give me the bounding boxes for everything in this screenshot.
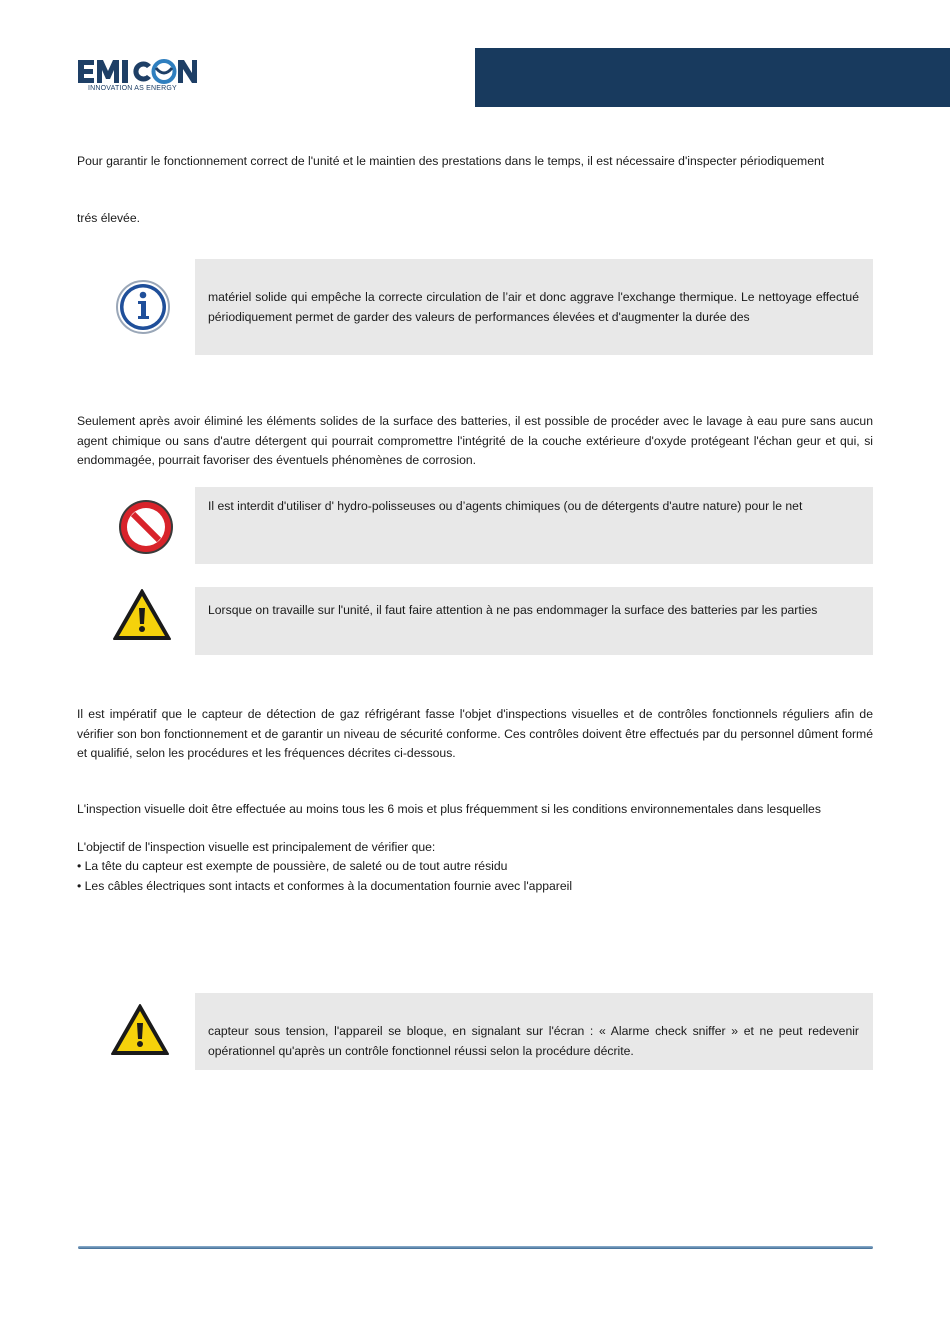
info-note-text: matériel solide qui empêche la correcte circulation de l’air et donc aggrave l'exchange thermique. Le nettoyage effectué périodiquement permet de garder des valeurs de performances élevées et d'augmenter la durée des bbox=[208, 290, 859, 324]
prohibition-note-box bbox=[195, 487, 873, 564]
warning-note-box-2 bbox=[195, 993, 873, 1070]
objective-intro: L'objectif de l'inspection visuelle est principalement de vérifier que: bbox=[77, 840, 436, 854]
intro-line-2: trés élevée. bbox=[77, 211, 141, 225]
list-item: • Les câbles électriques sont intacts et conformes à la documentation fournie avec l'appareil bbox=[77, 878, 573, 893]
footer-divider bbox=[78, 1246, 873, 1249]
list-item: • La tête du capteur est exempte de poussière, de saleté ou de tout autre résidu bbox=[77, 859, 508, 873]
header-band bbox=[475, 48, 950, 107]
warning-note-text-1: Lorsque on travaille sur l'unité, il faut faire attention à ne pas endommager la surface des batteries par les parties bbox=[208, 603, 818, 617]
info-note-box bbox=[195, 259, 873, 355]
objective-list bbox=[77, 857, 873, 896]
info-icon bbox=[115, 279, 171, 342]
intro-line-1: Pour garantir le fonctionnement correct de l'unité et le maintien des prestations dans le temps, il est nécessaire d'inspecter périodiquement bbox=[77, 154, 825, 168]
prohibition-icon bbox=[117, 498, 175, 563]
logo-tagline: INNOVATION AS ENERGY bbox=[88, 85, 177, 92]
logo-wordmark-graphic bbox=[76, 58, 202, 84]
washing-paragraph: Seulement après avoir éliminé les éléments solides de la surface des batteries, il est possible de procéder avec le lavage à eau pure sans aucun agent chimique ou sans d'autre détergent qui pourrait compromettre l'intégrité de la couche extérieure d'oxyde protégeant l'échan geur et qui, si endommagée, pourrait favoriser des éventuels phénomènes de corrosion. bbox=[77, 414, 873, 467]
warning-note-box-1 bbox=[195, 587, 873, 655]
sensor-paragraph: Il est impératif que le capteur de détection de gaz réfrigérant fasse l'objet d'inspections visuelles et de contrôles fonctionnels réguliers afin de vérifier son bon fonctionnement et de garantir un niveau de sécurité conforme. Ces contrôles doivent être effectués par du personnel dûment formé et qualifié, selon les procédures et les fréquences décrites ci-dessous. bbox=[77, 707, 873, 760]
warning-icon bbox=[112, 588, 172, 649]
warning-note-text-2: capteur sous tension, l'appareil se bloque, en signalant sur l'écran : « Alarme check sniffer » et ne peut redevenir opérationnel qu'après un contrôle fonctionnel réussi selon la procédure décrite. bbox=[208, 1024, 859, 1058]
visual-inspection-text: L'inspection visuelle doit être effectuée au moins tous les 6 mois et plus fréquemment si les conditions environnementales dans lesquelles bbox=[77, 802, 821, 816]
prohibition-note-text: Il est interdit d'utiliser d' hydro-polisseuses ou d’agents chimiques (ou de détergents d'autre nature) pour le net bbox=[208, 499, 803, 513]
warning-icon bbox=[110, 1003, 170, 1064]
